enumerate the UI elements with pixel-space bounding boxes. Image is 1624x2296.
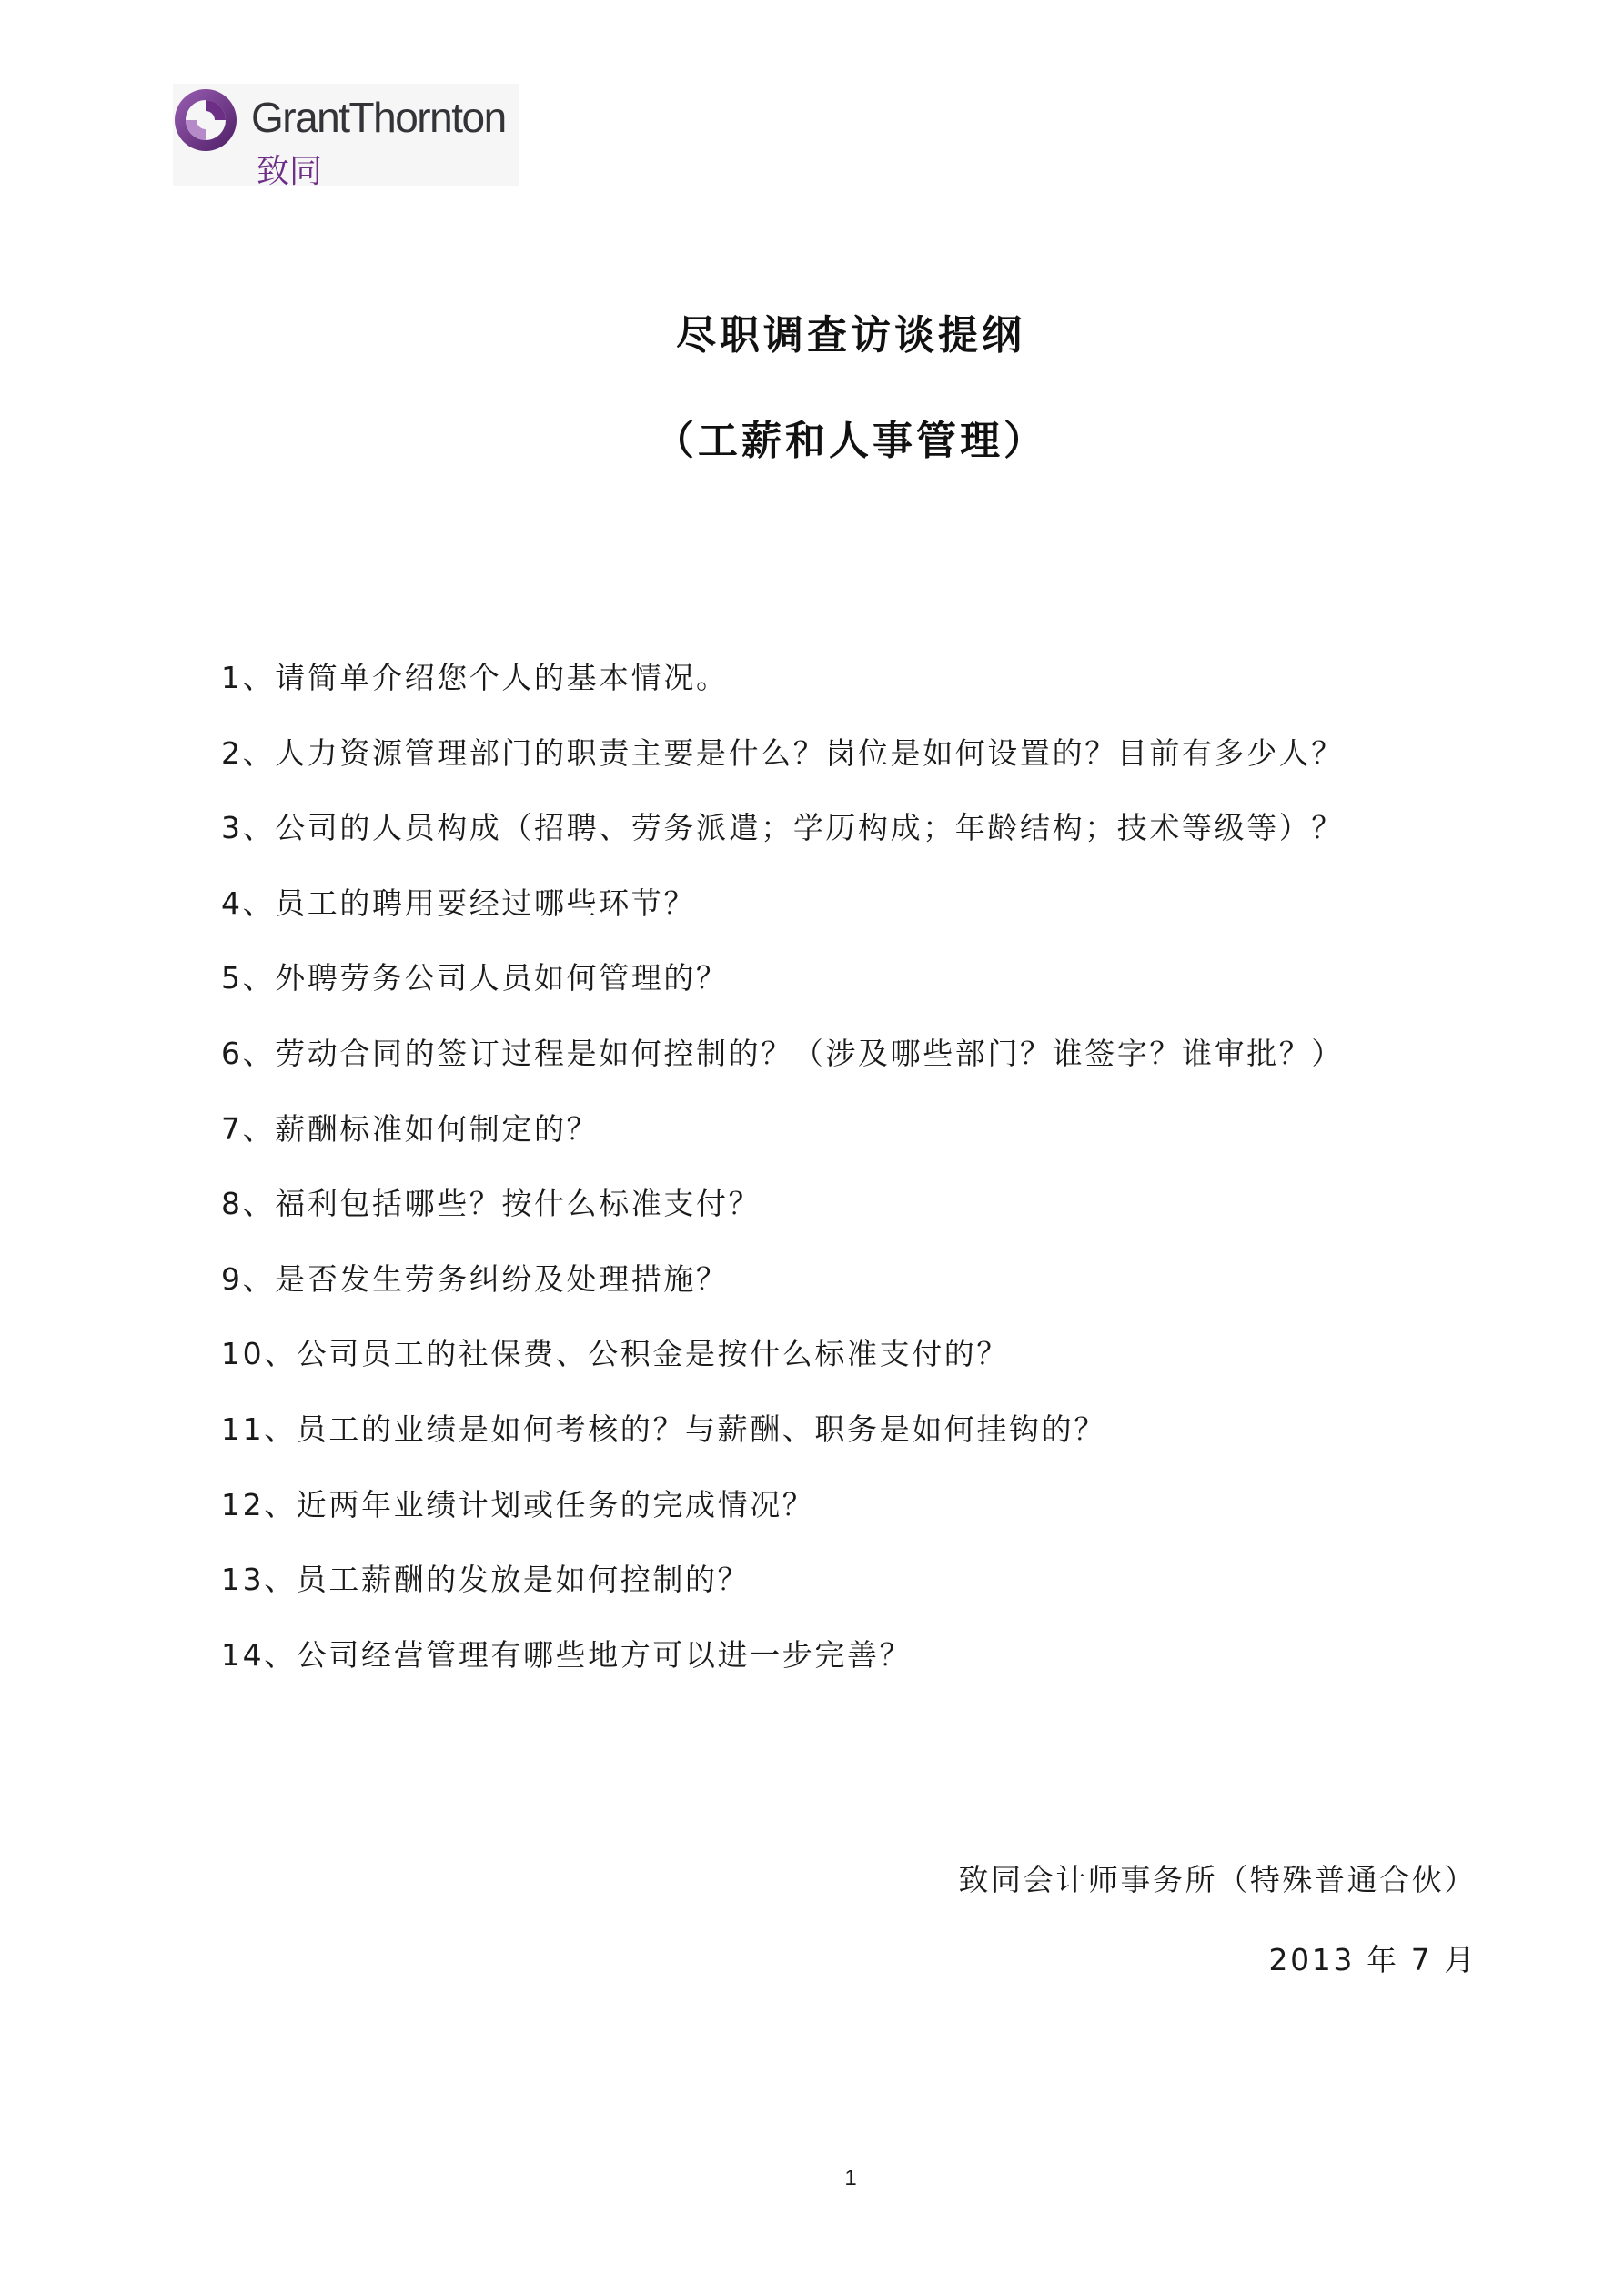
page-number: 1 [844,2166,857,2190]
question-item: 6、劳动合同的签订过程是如何控制的？（涉及哪些部门？谁签字？谁审批？） [221,1035,1344,1071]
grant-thornton-logo-icon [173,87,238,153]
question-item: 1、请简单介绍您个人的基本情况。 [221,660,729,695]
question-item: 4、员工的聘用要经过哪些环节？ [221,885,696,921]
document-subtitle: （工薪和人事管理） [654,418,1047,464]
signature-organization: 致同会计师事务所（特殊普通合伙） [958,1862,1477,1897]
question-list [221,655,1344,1707]
question-item: 14、公司经营管理有哪些地方可以进一步完善？ [221,1636,913,1673]
question-item: 12、近两年业绩计划或任务的完成情况？ [221,1486,815,1522]
signature-date: 2013 年 7 月 [1268,1942,1477,1977]
question-item: 11、员工的业绩是如何考核的？与薪酬、职务是如何挂钩的？ [221,1411,1106,1447]
question-item: 9、是否发生劳务纠纷及处理措施？ [221,1260,729,1297]
question-item: 2、人力资源管理部门的职责主要是什么？岗位是如何设置的？目前有多少人？ [221,734,1344,771]
question-item: 3、公司的人员构成（招聘、劳务派遣；学历构成；年龄结构；技术等级等）？ [221,810,1344,846]
logo-brand-name: GrantThornton [251,94,506,141]
question-item: 8、福利包括哪些？按什么标准支付？ [221,1186,762,1222]
company-logo [173,84,519,190]
question-item: 5、外聘劳务公司人员如何管理的？ [221,960,729,996]
question-item: 7、薪酬标准如何制定的？ [221,1110,600,1147]
question-item: 10、公司员工的社保费、公积金是按什么标准支付的？ [221,1336,1009,1372]
document-title: 尽职调查访谈提纲 [676,312,1025,359]
logo-brand-name-chinese: 致同 [257,153,323,190]
question-item: 13、员工薪酬的发放是如何控制的？ [221,1562,751,1598]
